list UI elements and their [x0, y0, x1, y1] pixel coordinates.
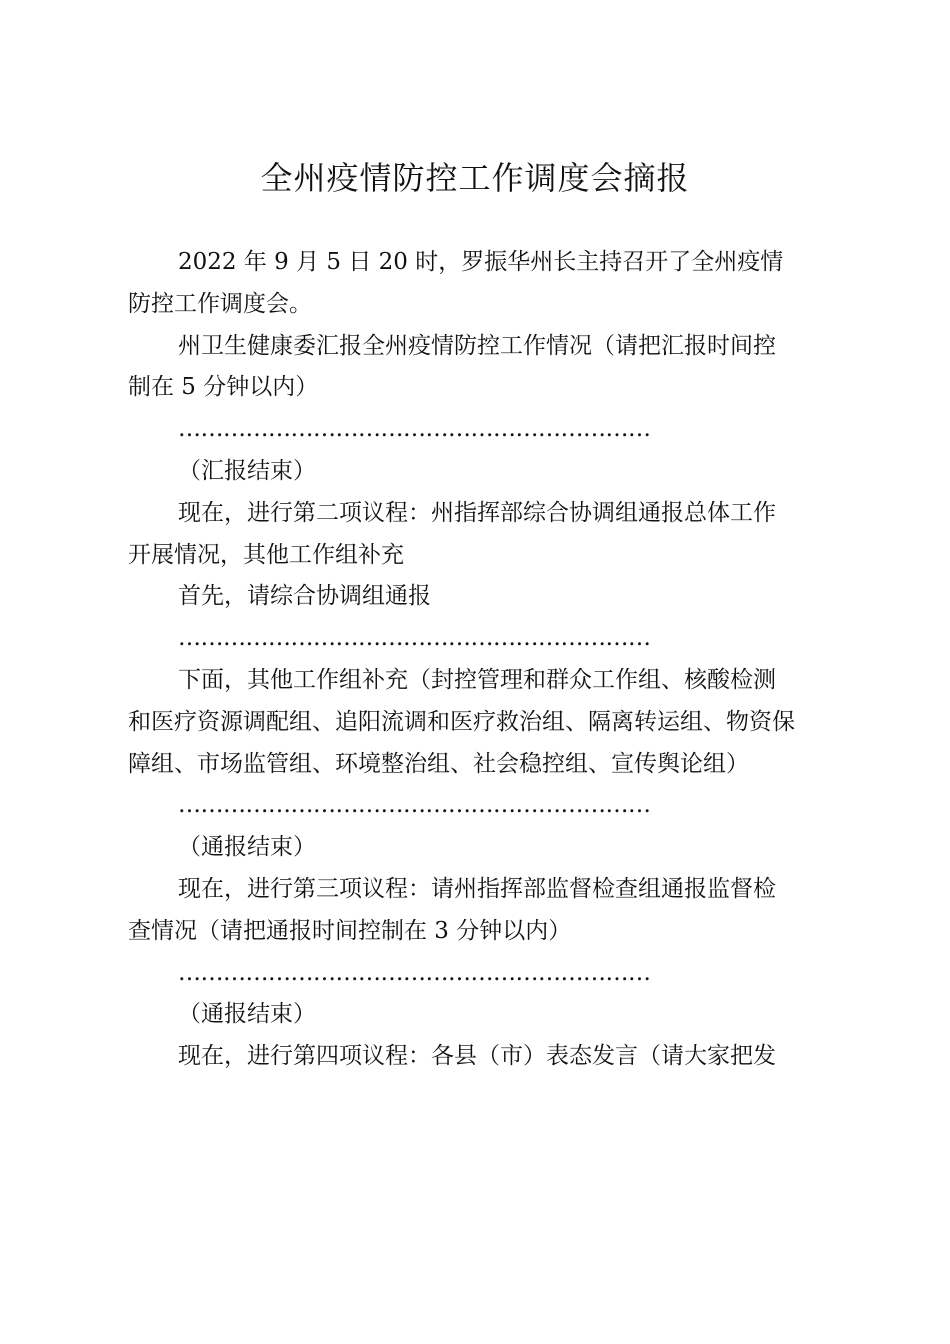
paragraph-line: 州卫生健康委汇报全州疫情防控工作情况（请把汇报时间控: [178, 332, 776, 359]
document-body: [128, 242, 848, 1078]
paragraph-line: 2022 年 9 月 5 日 20 时，罗振华州长主持召开了全州疫情: [178, 249, 784, 275]
paragraph-line: 障组、市场监管组、环境整治组、社会稳控组、宣传舆论组）: [128, 750, 749, 777]
paragraph-line: （通报结束）: [178, 1001, 316, 1028]
paragraph-line: 制在 5 分钟以内）: [128, 374, 319, 401]
paragraph-line: 查情况（请把通报时间控制在 3 分钟以内）: [128, 917, 572, 944]
paragraph-line: （汇报结束）: [178, 457, 316, 484]
paragraph-line: 和医疗资源调配组、追阳流调和医疗救治组、隔离转运组、物资保: [128, 708, 795, 735]
ellipsis-line: ………………………………………………………: [178, 625, 651, 652]
paragraph-line: （通报结束）: [178, 834, 316, 861]
paragraph-line: 现在，进行第二项议程：州指挥部综合协调组通报总体工作: [178, 499, 776, 526]
paragraph-line: 防控工作调度会。: [128, 290, 312, 317]
paragraph-line: 首先，请综合协调组通报: [178, 583, 431, 610]
document-title: 全州疫情防控工作调度会摘报: [260, 159, 690, 197]
paragraph-line: 现在，进行第四项议程：各县（市）表态发言（请大家把发: [178, 1043, 776, 1070]
paragraph-line: 开展情况，其他工作组补充: [128, 541, 404, 568]
ellipsis-line: ………………………………………………………: [178, 416, 651, 443]
ellipsis-line: ………………………………………………………: [178, 959, 651, 986]
ellipsis-line: ………………………………………………………: [178, 792, 651, 819]
paragraph-line: 现在，进行第三项议程：请州指挥部监督检查组通报监督检: [178, 875, 776, 902]
paragraph-line: 下面，其他工作组补充（封控管理和群众工作组、核酸检测: [178, 666, 776, 693]
